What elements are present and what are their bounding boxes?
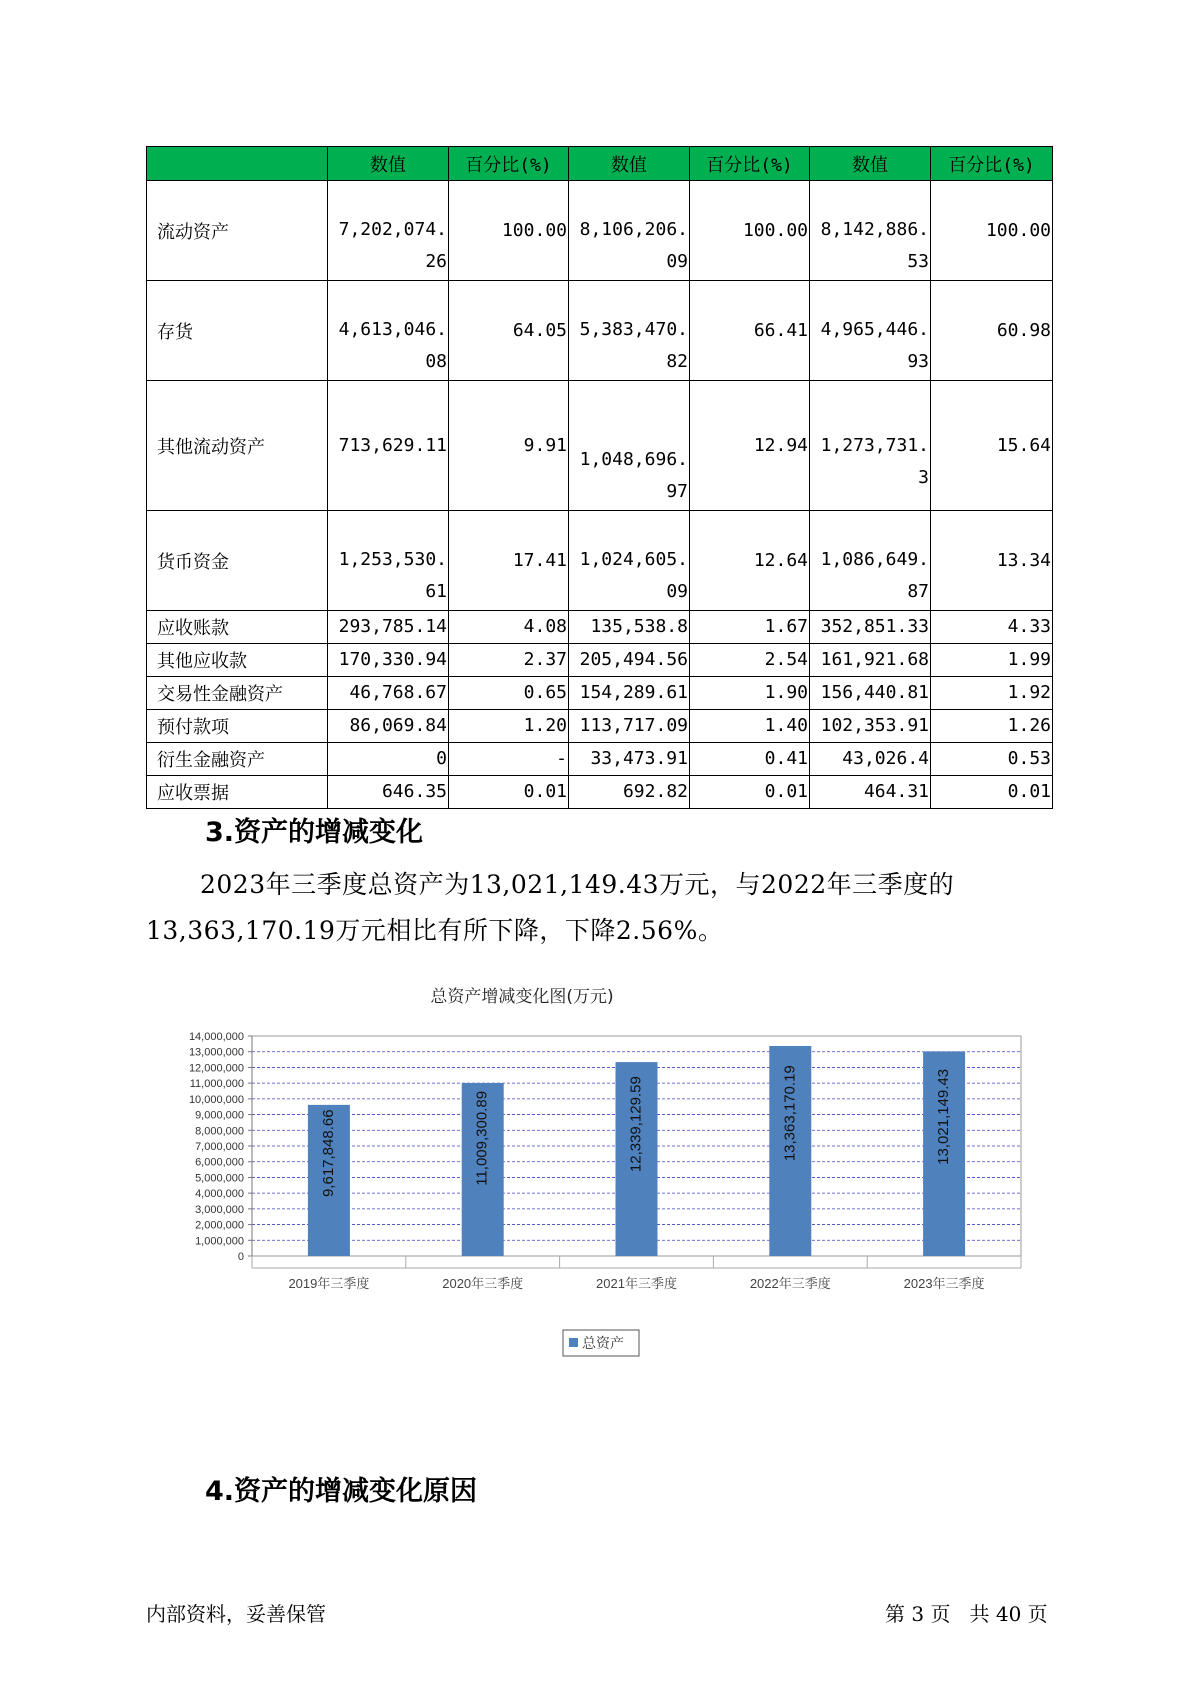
percent-cell: 1.92: [931, 677, 1053, 710]
percent-cell: 0.01: [931, 776, 1053, 809]
percent-cell: 0.65: [449, 677, 569, 710]
value-cell: 1,273,731.3: [810, 381, 931, 511]
y-tick-label: 11,000,000: [189, 1078, 244, 1091]
bar-value-label: 9,617,848.66: [319, 1109, 337, 1198]
value-cell: 1,086,649.87: [810, 511, 931, 611]
section-3-heading: 3.资产的增减变化: [205, 817, 424, 848]
percent-cell: -: [449, 743, 569, 776]
header-cell: 数值: [810, 147, 931, 181]
asset-structure-table: [146, 146, 1053, 809]
value-cell: 4,965,446.93: [810, 281, 931, 381]
legend-swatch: [569, 1338, 578, 1347]
value-cell: 205,494.56: [569, 644, 690, 677]
value-cell: 713,629.11: [328, 381, 449, 511]
table-row: [147, 381, 1053, 511]
y-tick-label: 9,000,000: [195, 1109, 244, 1122]
value-cell: 46,768.67: [328, 677, 449, 710]
chart-bars: [308, 1046, 965, 1256]
header-cell: 百分比(%): [931, 147, 1053, 181]
percent-cell: 13.34: [931, 511, 1053, 611]
row-label: 预付款项: [147, 710, 328, 743]
header-cell: 百分比(%): [690, 147, 810, 181]
row-label: 流动资产: [147, 181, 328, 281]
legend-label: 总资产: [582, 1336, 624, 1352]
percent-cell: 0.01: [690, 776, 810, 809]
percent-cell: 4.33: [931, 611, 1053, 644]
x-axis-categories: [252, 1256, 1021, 1291]
table-row: [147, 743, 1053, 776]
value-cell: 1,024,605.09: [569, 511, 690, 611]
bar-value-label: 12,339,129.59: [627, 1076, 645, 1173]
percent-cell: 0.53: [931, 743, 1053, 776]
total-assets-bar-chart: [160, 978, 1030, 1438]
table-row: [147, 710, 1053, 743]
value-cell: 646.35: [328, 776, 449, 809]
section-4-heading: 4.资产的增减变化原因: [205, 1476, 478, 1507]
y-tick-label: 2,000,000: [195, 1219, 244, 1232]
value-cell: 156,440.81: [810, 677, 931, 710]
value-cell: 161,921.68: [810, 644, 931, 677]
chart-title: 总资产增减变化图(万元): [430, 987, 614, 1007]
bar-value-label: 13,363,170.19: [781, 1065, 799, 1162]
row-label: 交易性金融资产: [147, 677, 328, 710]
value-cell: 170,330.94: [328, 644, 449, 677]
row-label: 存货: [147, 281, 328, 381]
value-cell: 692.82: [569, 776, 690, 809]
y-tick-label: 12,000,000: [188, 1062, 244, 1075]
percent-cell: 100.00: [449, 181, 569, 281]
percent-cell: 2.54: [690, 644, 810, 677]
y-tick-label: 0: [237, 1251, 244, 1263]
percent-cell: 100.00: [690, 181, 810, 281]
value-cell: 4,613,046.08: [328, 281, 449, 381]
percent-cell: 12.94: [690, 381, 810, 511]
percent-cell: 60.98: [931, 281, 1053, 381]
bar-value-label: 11,009,300.89: [473, 1090, 491, 1186]
category-label: 2020年三季度: [442, 1276, 524, 1291]
percent-cell: 64.05: [449, 281, 569, 381]
category-label: 2022年三季度: [749, 1276, 831, 1291]
y-tick-label: 6,000,000: [195, 1156, 244, 1169]
category-label: 2021年三季度: [596, 1276, 677, 1291]
table-row: [147, 677, 1053, 710]
percent-cell: 2.37: [449, 644, 569, 677]
row-label: 应收票据: [147, 776, 328, 809]
y-tick-label: 1,000,000: [195, 1235, 244, 1248]
table-header-row: [147, 147, 1053, 181]
value-cell: 8,106,206.09: [569, 181, 690, 281]
value-cell: 86,069.84: [328, 710, 449, 743]
table-row: [147, 281, 1053, 381]
row-label: 货币资金: [147, 511, 328, 611]
percent-cell: 17.41: [449, 511, 569, 611]
header-cell: 数值: [328, 147, 449, 181]
percent-cell: 0.01: [449, 776, 569, 809]
y-tick-label: 5,000,000: [195, 1172, 244, 1185]
percent-cell: 66.41: [690, 281, 810, 381]
table-row: [147, 511, 1053, 611]
header-cell: 百分比(%): [449, 147, 569, 181]
percent-cell: 15.64: [931, 381, 1053, 511]
value-cell: 5,383,470.82: [569, 281, 690, 381]
row-label: 应收账款: [147, 611, 328, 644]
y-tick-label: 4,000,000: [195, 1188, 244, 1201]
percent-cell: 4.08: [449, 611, 569, 644]
value-cell: 8,142,886.53: [810, 181, 931, 281]
percent-cell: 1.26: [931, 710, 1053, 743]
value-cell: 135,538.8: [569, 611, 690, 644]
value-cell: 464.31: [810, 776, 931, 809]
value-cell: 113,717.09: [569, 710, 690, 743]
percent-cell: 1.90: [690, 677, 810, 710]
value-cell: 43,026.4: [810, 743, 931, 776]
y-axis-ticks: [189, 1031, 252, 1263]
header-cell: 数值: [569, 147, 690, 181]
y-tick-label: 7,000,000: [195, 1141, 244, 1153]
value-cell: 102,353.91: [810, 710, 931, 743]
row-label: 衍生金融资产: [147, 743, 328, 776]
y-tick-label: 10,000,000: [188, 1093, 244, 1106]
row-label: 其他流动资产: [147, 381, 328, 511]
value-cell: 352,851.33: [810, 611, 931, 644]
y-tick-label: 13,000,000: [188, 1046, 244, 1059]
percent-cell: 1.67: [690, 611, 810, 644]
table-row: [147, 611, 1053, 644]
footer-confidential-note: 内部资料，妥善保管: [146, 1602, 326, 1626]
percent-cell: 12.64: [690, 511, 810, 611]
category-label: 2019年三季度: [288, 1276, 370, 1291]
header-blank-cell: [147, 147, 328, 181]
y-tick-label: 14,000,000: [188, 1031, 244, 1043]
percent-cell: 9.91: [449, 381, 569, 511]
bar-value-label: 13,021,149.43: [935, 1068, 953, 1165]
y-tick-label: 3,000,000: [195, 1203, 244, 1216]
y-tick-label: 8,000,000: [195, 1125, 244, 1138]
value-cell: 7,202,074.26: [328, 181, 449, 281]
table-row: [147, 776, 1053, 809]
percent-cell: 1.99: [931, 644, 1053, 677]
value-cell: 154,289.61: [569, 677, 690, 710]
category-label: 2023年三季度: [903, 1276, 985, 1291]
percent-cell: 0.41: [690, 743, 810, 776]
chart-legend: [563, 1330, 639, 1356]
table-row: [147, 644, 1053, 677]
percent-cell: 100.00: [931, 181, 1053, 281]
value-cell: 293,785.14: [328, 611, 449, 644]
table-row: [147, 181, 1053, 281]
percent-cell: 1.20: [449, 710, 569, 743]
row-label: 其他应收款: [147, 644, 328, 677]
value-cell: 0: [328, 743, 449, 776]
percent-cell: 1.40: [690, 710, 810, 743]
asset-change-paragraph: 2023年三季度总资产为13,021,149.43万元，与2022年三季度的13,363,170.19万元相比有所下降，下降2.56%。: [146, 870, 955, 945]
footer-page-number: 第 3 页 共 40 页: [885, 1602, 1048, 1626]
value-cell: 33,473.91: [569, 743, 690, 776]
value-cell: 1,048,696.97: [569, 381, 690, 511]
value-cell: 1,253,530.61: [328, 511, 449, 611]
